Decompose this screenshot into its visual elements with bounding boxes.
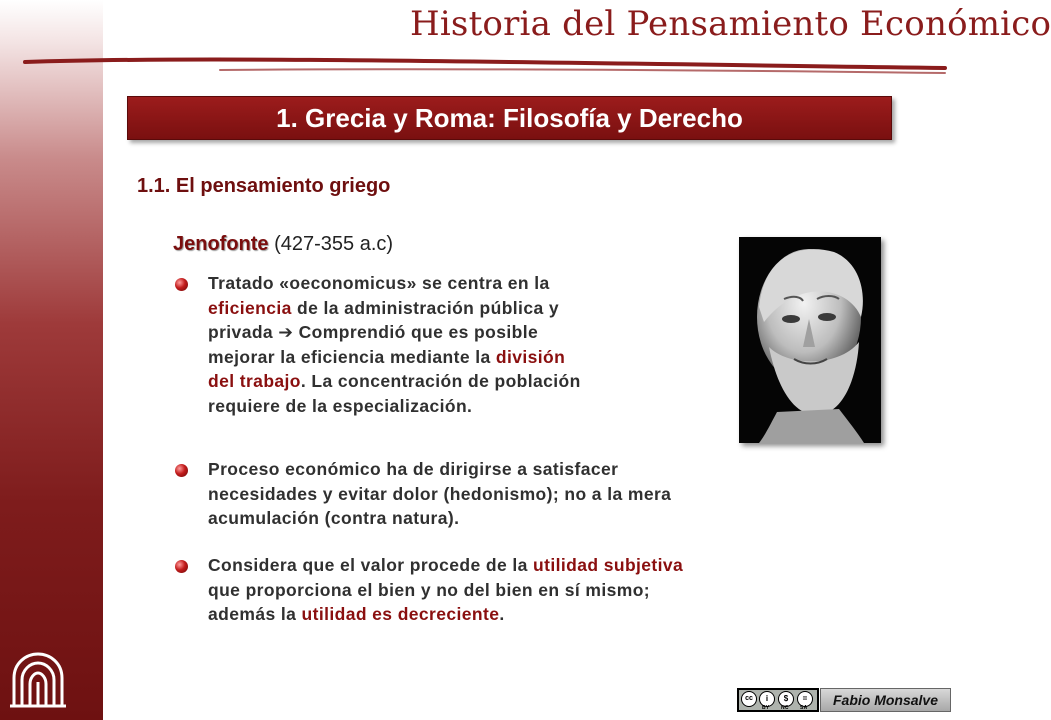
creative-commons-badge — [737, 688, 819, 712]
bullet-line — [208, 457, 848, 482]
bullet-text-3 — [208, 553, 848, 627]
cc-label-nc: NC — [781, 705, 789, 711]
bullet-text-2 — [208, 457, 848, 531]
bullet-icon — [175, 464, 188, 477]
text-segment: . — [499, 604, 505, 624]
text-segment: además la — [208, 604, 302, 624]
header-title: Historia del Pensamiento Económico — [410, 4, 1051, 44]
text-segment: que proporciona el bien y no del bien en sí mismo; — [208, 579, 651, 600]
author-dates: (427-355 a.c) — [268, 233, 394, 255]
bullet-text-1 — [208, 271, 718, 418]
bullet-line — [208, 506, 848, 531]
section-subheading: 1.1. El pensamiento griego — [137, 175, 391, 197]
bullet-line — [208, 578, 848, 603]
text-segment: requiere de la especialización. — [208, 395, 473, 416]
author-name: Jenofonte — [173, 233, 269, 255]
university-logo-icon — [6, 648, 70, 712]
bullet-line — [208, 553, 848, 578]
highlighted-term: utilidad subjetiva — [533, 555, 684, 575]
highlighted-term: eficiencia — [208, 297, 292, 318]
text-segment: mejorar la eficiencia mediante la — [208, 346, 496, 367]
bullet-line — [208, 320, 718, 345]
bullet-line — [208, 369, 718, 394]
bullet-line — [208, 394, 718, 419]
bullet-line — [208, 602, 848, 627]
text-segment: . La concentración de población — [300, 371, 581, 391]
bullet-line — [208, 345, 718, 370]
noncommercial-icon: $ — [778, 691, 794, 707]
text-segment: de la administración pública y — [291, 297, 559, 318]
bullet-line — [208, 296, 718, 321]
sidebar-gradient — [0, 0, 103, 720]
text-segment: necesidades y evitar dolor (hedonismo); no a la mera — [208, 483, 672, 504]
highlighted-term: del trabajo — [208, 371, 301, 391]
footer-author-badge: Fabio Monsalve — [820, 688, 951, 712]
section-title-bar: 1. Grecia y Roma: Filosofía y Derecho — [127, 96, 892, 140]
text-segment: Considera que el valor procede de la — [208, 555, 534, 575]
text-segment: Proceso económico ha de dirigirse a satisfacer — [208, 459, 619, 479]
text-segment: privada ➔ Comprendió que es posible — [208, 322, 539, 342]
bullet-icon — [175, 560, 188, 573]
sharealike-icon: = — [797, 691, 813, 707]
cc-label-sa: SA — [800, 705, 808, 711]
cc-icon: cc — [741, 691, 757, 707]
attribution-icon: i — [759, 691, 775, 707]
cc-label-by: BY — [762, 705, 770, 711]
highlighted-term: división — [495, 346, 566, 367]
bullet-line — [208, 271, 718, 296]
bullet-icon — [175, 278, 188, 291]
xenophon-bust-image — [739, 237, 881, 443]
text-segment: Tratado «oeconomicus» se centra en la — [208, 273, 550, 293]
author-line — [173, 233, 393, 256]
bullet-line — [208, 482, 848, 507]
text-segment: acumulación (contra natura). — [208, 508, 460, 528]
highlighted-term: utilidad es decreciente — [301, 604, 500, 624]
